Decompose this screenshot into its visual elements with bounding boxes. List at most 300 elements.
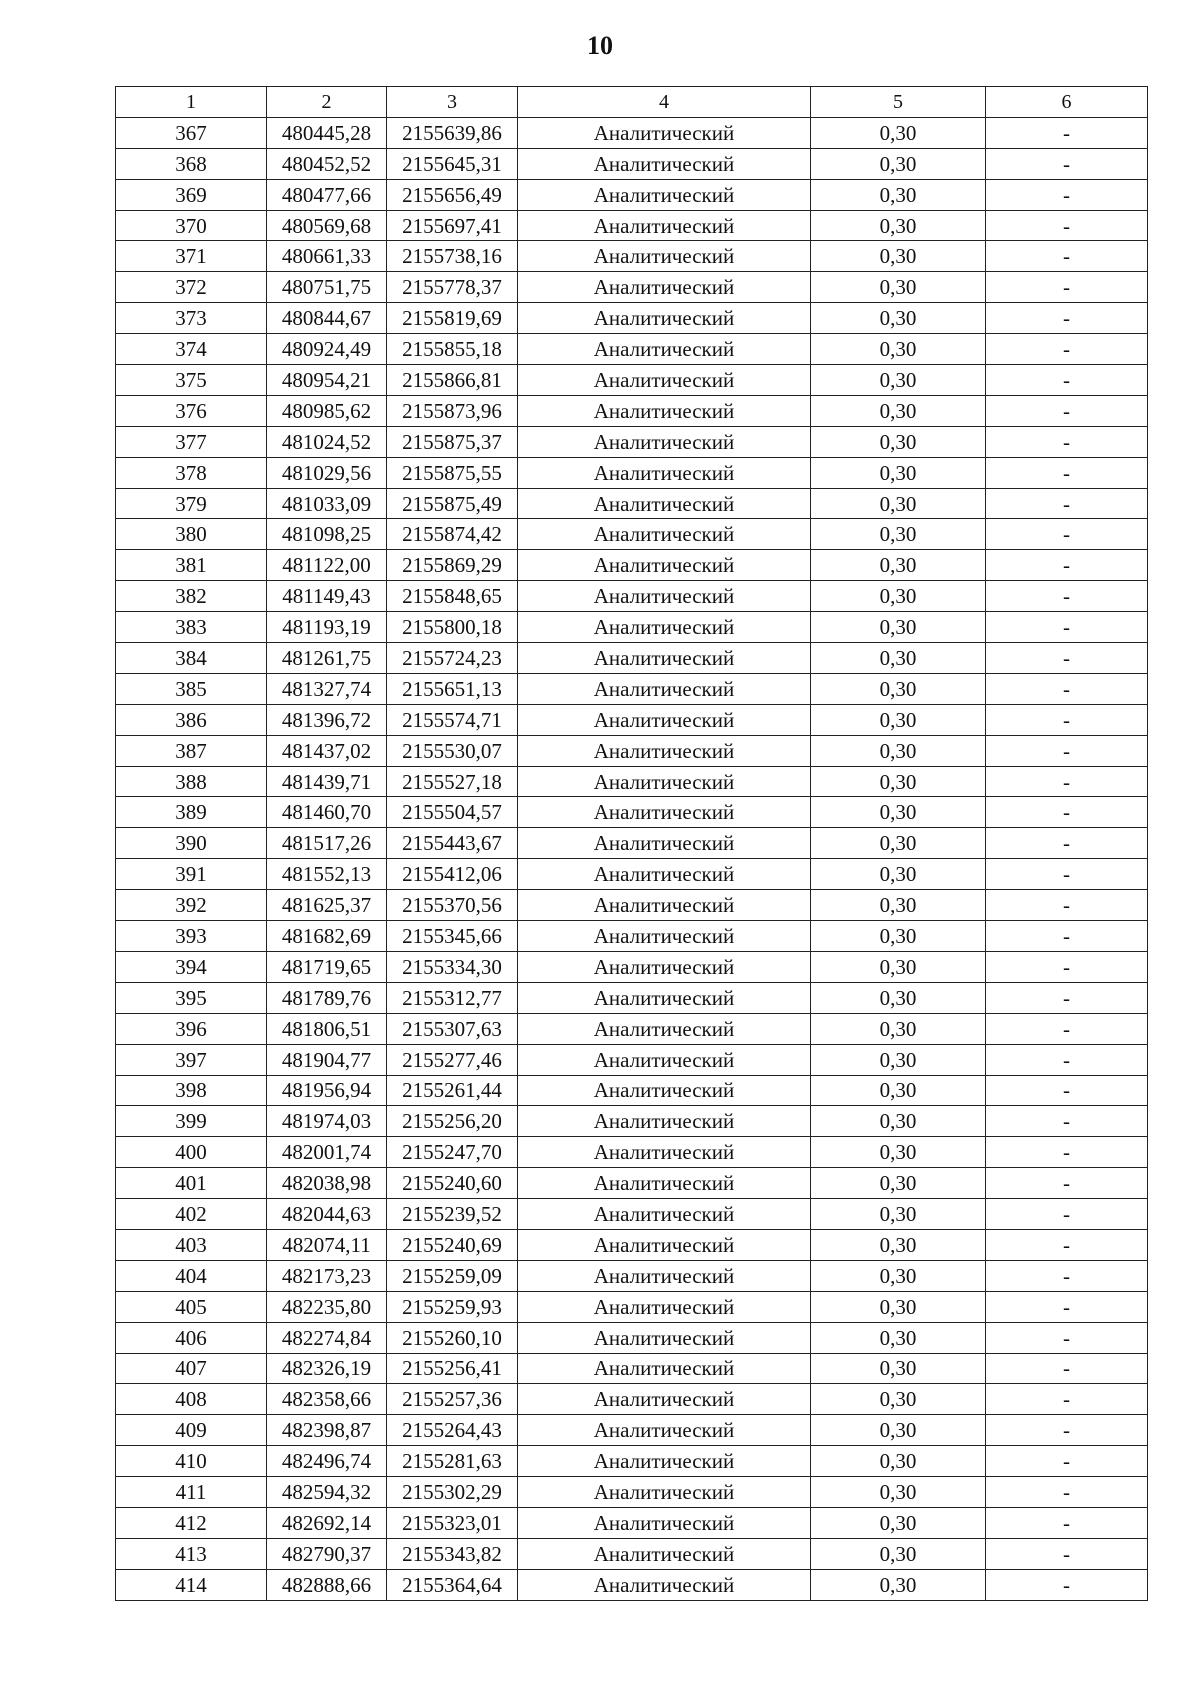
cell-note: - — [986, 1446, 1148, 1477]
cell-coordinate-y: 2155855,18 — [387, 334, 518, 365]
cell-accuracy: 0,30 — [811, 210, 986, 241]
table-row — [116, 1384, 1148, 1415]
cell-accuracy: 0,30 — [811, 951, 986, 982]
table-row — [116, 859, 1148, 890]
cell-coordinate-y: 2155697,41 — [387, 210, 518, 241]
cell-method: Аналитический — [518, 951, 811, 982]
cell-method: Аналитический — [518, 457, 811, 488]
cell-point-number: 380 — [116, 519, 267, 550]
cell-point-number: 411 — [116, 1477, 267, 1508]
cell-coordinate-y: 2155240,60 — [387, 1168, 518, 1199]
table-row — [116, 426, 1148, 457]
header-row — [116, 87, 1148, 118]
table-row — [116, 334, 1148, 365]
cell-coordinate-x: 482074,11 — [267, 1229, 387, 1260]
cell-note: - — [986, 797, 1148, 828]
cell-note: - — [986, 1353, 1148, 1384]
cell-coordinate-y: 2155574,71 — [387, 704, 518, 735]
cell-coordinate-y: 2155778,37 — [387, 272, 518, 303]
cell-method: Аналитический — [518, 148, 811, 179]
cell-coordinate-y: 2155240,69 — [387, 1229, 518, 1260]
cell-accuracy: 0,30 — [811, 1106, 986, 1137]
cell-accuracy: 0,30 — [811, 921, 986, 952]
cell-note: - — [986, 1569, 1148, 1600]
table-row — [116, 1075, 1148, 1106]
cell-coordinate-y: 2155738,16 — [387, 241, 518, 272]
cell-accuracy: 0,30 — [811, 859, 986, 890]
cell-coordinate-x: 482594,32 — [267, 1477, 387, 1508]
cell-point-number: 399 — [116, 1106, 267, 1137]
table-row — [116, 643, 1148, 674]
table-row — [116, 951, 1148, 982]
cell-method: Аналитический — [518, 303, 811, 334]
table-row — [116, 673, 1148, 704]
cell-coordinate-x: 482790,37 — [267, 1538, 387, 1569]
cell-point-number: 373 — [116, 303, 267, 334]
cell-coordinate-x: 481517,26 — [267, 828, 387, 859]
cell-method: Аналитический — [518, 982, 811, 1013]
cell-note: - — [986, 1415, 1148, 1446]
cell-note: - — [986, 1291, 1148, 1322]
cell-point-number: 376 — [116, 395, 267, 426]
table-row — [116, 395, 1148, 426]
cell-coordinate-x: 482274,84 — [267, 1322, 387, 1353]
page-number: 10 — [587, 31, 613, 60]
cell-note: - — [986, 1013, 1148, 1044]
cell-point-number: 382 — [116, 581, 267, 612]
cell-point-number: 394 — [116, 951, 267, 982]
table-row — [116, 1106, 1148, 1137]
coordinates-table — [115, 86, 1148, 1601]
column-header-6: 6 — [986, 87, 1148, 118]
cell-coordinate-x: 481956,94 — [267, 1075, 387, 1106]
cell-coordinate-y: 2155307,63 — [387, 1013, 518, 1044]
cell-point-number: 402 — [116, 1199, 267, 1230]
cell-note: - — [986, 550, 1148, 581]
cell-coordinate-x: 481974,03 — [267, 1106, 387, 1137]
cell-point-number: 392 — [116, 890, 267, 921]
cell-method: Аналитический — [518, 643, 811, 674]
cell-accuracy: 0,30 — [811, 426, 986, 457]
cell-accuracy: 0,30 — [811, 612, 986, 643]
cell-accuracy: 0,30 — [811, 766, 986, 797]
table-body — [116, 117, 1148, 1600]
cell-coordinate-x: 481024,52 — [267, 426, 387, 457]
cell-method: Аналитический — [518, 1353, 811, 1384]
cell-coordinate-y: 2155724,23 — [387, 643, 518, 674]
cell-point-number: 395 — [116, 982, 267, 1013]
cell-point-number: 400 — [116, 1137, 267, 1168]
cell-coordinate-x: 480445,28 — [267, 117, 387, 148]
cell-note: - — [986, 334, 1148, 365]
cell-method: Аналитический — [518, 1477, 811, 1508]
cell-coordinate-y: 2155364,64 — [387, 1569, 518, 1600]
cell-accuracy: 0,30 — [811, 334, 986, 365]
cell-coordinate-x: 481460,70 — [267, 797, 387, 828]
cell-accuracy: 0,30 — [811, 488, 986, 519]
table-row — [116, 612, 1148, 643]
cell-accuracy: 0,30 — [811, 457, 986, 488]
cell-accuracy: 0,30 — [811, 1199, 986, 1230]
cell-accuracy: 0,30 — [811, 704, 986, 735]
cell-coordinate-x: 481327,74 — [267, 673, 387, 704]
cell-note: - — [986, 766, 1148, 797]
cell-coordinate-y: 2155527,18 — [387, 766, 518, 797]
cell-method: Аналитический — [518, 797, 811, 828]
cell-coordinate-y: 2155302,29 — [387, 1477, 518, 1508]
cell-point-number: 385 — [116, 673, 267, 704]
cell-coordinate-y: 2155651,13 — [387, 673, 518, 704]
cell-coordinate-x: 482044,63 — [267, 1199, 387, 1230]
cell-note: - — [986, 1384, 1148, 1415]
table-row — [116, 1229, 1148, 1260]
cell-coordinate-x: 482173,23 — [267, 1260, 387, 1291]
cell-coordinate-y: 2155848,65 — [387, 581, 518, 612]
table-row — [116, 179, 1148, 210]
cell-note: - — [986, 148, 1148, 179]
cell-accuracy: 0,30 — [811, 581, 986, 612]
table-row — [116, 1538, 1148, 1569]
column-header-5: 5 — [811, 87, 986, 118]
cell-method: Аналитический — [518, 1569, 811, 1600]
cell-note: - — [986, 890, 1148, 921]
table-row — [116, 210, 1148, 241]
cell-coordinate-y: 2155260,10 — [387, 1322, 518, 1353]
cell-coordinate-y: 2155323,01 — [387, 1507, 518, 1538]
cell-coordinate-y: 2155239,52 — [387, 1199, 518, 1230]
cell-method: Аналитический — [518, 828, 811, 859]
cell-coordinate-y: 2155504,57 — [387, 797, 518, 828]
cell-note: - — [986, 1106, 1148, 1137]
cell-method: Аналитический — [518, 1538, 811, 1569]
cell-coordinate-x: 480985,62 — [267, 395, 387, 426]
cell-accuracy: 0,30 — [811, 1384, 986, 1415]
cell-method: Аналитический — [518, 766, 811, 797]
cell-note: - — [986, 1538, 1148, 1569]
cell-point-number: 405 — [116, 1291, 267, 1322]
cell-coordinate-x: 481789,76 — [267, 982, 387, 1013]
cell-coordinate-x: 480477,66 — [267, 179, 387, 210]
table-row — [116, 272, 1148, 303]
cell-coordinate-y: 2155645,31 — [387, 148, 518, 179]
cell-point-number: 370 — [116, 210, 267, 241]
cell-coordinate-y: 2155866,81 — [387, 365, 518, 396]
cell-method: Аналитический — [518, 334, 811, 365]
table-row — [116, 828, 1148, 859]
cell-coordinate-x: 482888,66 — [267, 1569, 387, 1600]
cell-point-number: 413 — [116, 1538, 267, 1569]
cell-point-number: 409 — [116, 1415, 267, 1446]
cell-method: Аналитический — [518, 612, 811, 643]
cell-point-number: 368 — [116, 148, 267, 179]
cell-accuracy: 0,30 — [811, 1044, 986, 1075]
cell-accuracy: 0,30 — [811, 735, 986, 766]
cell-coordinate-y: 2155656,49 — [387, 179, 518, 210]
table-row — [116, 704, 1148, 735]
cell-point-number: 377 — [116, 426, 267, 457]
cell-accuracy: 0,30 — [811, 828, 986, 859]
cell-accuracy: 0,30 — [811, 797, 986, 828]
cell-point-number: 388 — [116, 766, 267, 797]
cell-accuracy: 0,30 — [811, 241, 986, 272]
cell-coordinate-x: 480844,67 — [267, 303, 387, 334]
cell-note: - — [986, 426, 1148, 457]
cell-note: - — [986, 1477, 1148, 1508]
cell-coordinate-x: 481098,25 — [267, 519, 387, 550]
cell-note: - — [986, 179, 1148, 210]
table-row — [116, 890, 1148, 921]
cell-note: - — [986, 1199, 1148, 1230]
cell-note: - — [986, 210, 1148, 241]
cell-note: - — [986, 117, 1148, 148]
cell-point-number: 378 — [116, 457, 267, 488]
cell-accuracy: 0,30 — [811, 303, 986, 334]
table-row — [116, 519, 1148, 550]
cell-coordinate-y: 2155259,93 — [387, 1291, 518, 1322]
table-row — [116, 797, 1148, 828]
cell-note: - — [986, 519, 1148, 550]
cell-point-number: 408 — [116, 1384, 267, 1415]
cell-coordinate-y: 2155256,20 — [387, 1106, 518, 1137]
cell-point-number: 414 — [116, 1569, 267, 1600]
cell-accuracy: 0,30 — [811, 1538, 986, 1569]
cell-accuracy: 0,30 — [811, 117, 986, 148]
cell-note: - — [986, 1229, 1148, 1260]
table-row — [116, 581, 1148, 612]
cell-accuracy: 0,30 — [811, 395, 986, 426]
cell-accuracy: 0,30 — [811, 1569, 986, 1600]
cell-coordinate-x: 482001,74 — [267, 1137, 387, 1168]
cell-method: Аналитический — [518, 1260, 811, 1291]
cell-coordinate-y: 2155875,37 — [387, 426, 518, 457]
cell-point-number: 406 — [116, 1322, 267, 1353]
cell-coordinate-x: 482358,66 — [267, 1384, 387, 1415]
cell-note: - — [986, 241, 1148, 272]
table-row — [116, 550, 1148, 581]
table-row — [116, 117, 1148, 148]
cell-coordinate-y: 2155875,49 — [387, 488, 518, 519]
cell-note: - — [986, 1044, 1148, 1075]
cell-coordinate-x: 481193,19 — [267, 612, 387, 643]
cell-method: Аналитический — [518, 890, 811, 921]
cell-point-number: 412 — [116, 1507, 267, 1538]
cell-note: - — [986, 457, 1148, 488]
cell-accuracy: 0,30 — [811, 1137, 986, 1168]
cell-method: Аналитический — [518, 1044, 811, 1075]
cell-note: - — [986, 643, 1148, 674]
cell-note: - — [986, 581, 1148, 612]
cell-point-number: 398 — [116, 1075, 267, 1106]
cell-point-number: 396 — [116, 1013, 267, 1044]
table-row — [116, 241, 1148, 272]
cell-method: Аналитический — [518, 179, 811, 210]
cell-coordinate-y: 2155281,63 — [387, 1446, 518, 1477]
cell-method: Аналитический — [518, 272, 811, 303]
cell-point-number: 384 — [116, 643, 267, 674]
cell-point-number: 397 — [116, 1044, 267, 1075]
cell-note: - — [986, 1137, 1148, 1168]
cell-method: Аналитический — [518, 488, 811, 519]
cell-method: Аналитический — [518, 1199, 811, 1230]
cell-accuracy: 0,30 — [811, 1291, 986, 1322]
cell-point-number: 390 — [116, 828, 267, 859]
cell-accuracy: 0,30 — [811, 550, 986, 581]
cell-coordinate-y: 2155443,67 — [387, 828, 518, 859]
table-row — [116, 1415, 1148, 1446]
cell-point-number: 374 — [116, 334, 267, 365]
cell-method: Аналитический — [518, 581, 811, 612]
cell-accuracy: 0,30 — [811, 1477, 986, 1508]
cell-coordinate-x: 482398,87 — [267, 1415, 387, 1446]
cell-method: Аналитический — [518, 1322, 811, 1353]
cell-point-number: 381 — [116, 550, 267, 581]
cell-point-number: 404 — [116, 1260, 267, 1291]
cell-accuracy: 0,30 — [811, 1229, 986, 1260]
cell-method: Аналитический — [518, 735, 811, 766]
cell-note: - — [986, 673, 1148, 704]
cell-note: - — [986, 735, 1148, 766]
table-row — [116, 1137, 1148, 1168]
table-header — [116, 87, 1148, 118]
table-row — [116, 1569, 1148, 1600]
cell-note: - — [986, 303, 1148, 334]
cell-point-number: 386 — [116, 704, 267, 735]
cell-note: - — [986, 1260, 1148, 1291]
cell-accuracy: 0,30 — [811, 1415, 986, 1446]
cell-accuracy: 0,30 — [811, 519, 986, 550]
table-row — [116, 1507, 1148, 1538]
cell-coordinate-x: 481122,00 — [267, 550, 387, 581]
cell-accuracy: 0,30 — [811, 890, 986, 921]
cell-note: - — [986, 612, 1148, 643]
cell-point-number: 389 — [116, 797, 267, 828]
cell-method: Аналитический — [518, 1446, 811, 1477]
cell-method: Аналитический — [518, 1013, 811, 1044]
cell-point-number: 403 — [116, 1229, 267, 1260]
cell-note: - — [986, 982, 1148, 1013]
table-row — [116, 488, 1148, 519]
cell-method: Аналитический — [518, 1415, 811, 1446]
cell-point-number: 401 — [116, 1168, 267, 1199]
cell-point-number: 407 — [116, 1353, 267, 1384]
cell-note: - — [986, 921, 1148, 952]
cell-coordinate-x: 481033,09 — [267, 488, 387, 519]
cell-coordinate-x: 481261,75 — [267, 643, 387, 674]
cell-coordinate-y: 2155869,29 — [387, 550, 518, 581]
cell-method: Аналитический — [518, 426, 811, 457]
column-header-4: 4 — [518, 87, 811, 118]
cell-note: - — [986, 272, 1148, 303]
cell-method: Аналитический — [518, 921, 811, 952]
cell-coordinate-y: 2155261,44 — [387, 1075, 518, 1106]
cell-coordinate-y: 2155277,46 — [387, 1044, 518, 1075]
cell-method: Аналитический — [518, 1137, 811, 1168]
table-row — [116, 365, 1148, 396]
cell-coordinate-x: 480954,21 — [267, 365, 387, 396]
cell-coordinate-y: 2155345,66 — [387, 921, 518, 952]
cell-coordinate-y: 2155256,41 — [387, 1353, 518, 1384]
cell-note: - — [986, 704, 1148, 735]
table-row — [116, 1477, 1148, 1508]
cell-coordinate-y: 2155259,09 — [387, 1260, 518, 1291]
cell-accuracy: 0,30 — [811, 982, 986, 1013]
cell-accuracy: 0,30 — [811, 1353, 986, 1384]
table-row — [116, 1291, 1148, 1322]
cell-coordinate-x: 482235,80 — [267, 1291, 387, 1322]
cell-note: - — [986, 365, 1148, 396]
cell-point-number: 391 — [116, 859, 267, 890]
cell-point-number: 387 — [116, 735, 267, 766]
cell-coordinate-x: 480924,49 — [267, 334, 387, 365]
cell-method: Аналитический — [518, 1507, 811, 1538]
column-header-2: 2 — [267, 87, 387, 118]
cell-point-number: 410 — [116, 1446, 267, 1477]
cell-accuracy: 0,30 — [811, 179, 986, 210]
cell-method: Аналитический — [518, 117, 811, 148]
cell-note: - — [986, 951, 1148, 982]
cell-coordinate-x: 481682,69 — [267, 921, 387, 952]
cell-coordinate-y: 2155873,96 — [387, 395, 518, 426]
cell-accuracy: 0,30 — [811, 272, 986, 303]
cell-method: Аналитический — [518, 365, 811, 396]
cell-coordinate-y: 2155247,70 — [387, 1137, 518, 1168]
table-row — [116, 1322, 1148, 1353]
cell-coordinate-y: 2155875,55 — [387, 457, 518, 488]
table-row — [116, 921, 1148, 952]
cell-accuracy: 0,30 — [811, 1075, 986, 1106]
cell-coordinate-x: 481719,65 — [267, 951, 387, 982]
cell-method: Аналитический — [518, 704, 811, 735]
cell-point-number: 375 — [116, 365, 267, 396]
table-row — [116, 1044, 1148, 1075]
table-row — [116, 303, 1148, 334]
table-row — [116, 1353, 1148, 1384]
cell-coordinate-x: 482326,19 — [267, 1353, 387, 1384]
cell-coordinate-y: 2155530,07 — [387, 735, 518, 766]
cell-coordinate-y: 2155370,56 — [387, 890, 518, 921]
cell-coordinate-y: 2155264,43 — [387, 1415, 518, 1446]
column-header-1: 1 — [116, 87, 267, 118]
cell-accuracy: 0,30 — [811, 673, 986, 704]
table-row — [116, 1168, 1148, 1199]
cell-coordinate-x: 482692,14 — [267, 1507, 387, 1538]
cell-method: Аналитический — [518, 519, 811, 550]
cell-point-number: 372 — [116, 272, 267, 303]
cell-coordinate-x: 480452,52 — [267, 148, 387, 179]
cell-coordinate-x: 481439,71 — [267, 766, 387, 797]
cell-coordinate-y: 2155412,06 — [387, 859, 518, 890]
table-row — [116, 148, 1148, 179]
cell-accuracy: 0,30 — [811, 1168, 986, 1199]
cell-coordinate-y: 2155257,36 — [387, 1384, 518, 1415]
cell-note: - — [986, 859, 1148, 890]
cell-accuracy: 0,30 — [811, 1507, 986, 1538]
cell-method: Аналитический — [518, 1168, 811, 1199]
cell-point-number: 371 — [116, 241, 267, 272]
cell-note: - — [986, 488, 1148, 519]
cell-coordinate-x: 481806,51 — [267, 1013, 387, 1044]
table-row — [116, 766, 1148, 797]
cell-accuracy: 0,30 — [811, 1013, 986, 1044]
cell-point-number: 379 — [116, 488, 267, 519]
cell-method: Аналитический — [518, 241, 811, 272]
cell-point-number: 383 — [116, 612, 267, 643]
cell-coordinate-y: 2155874,42 — [387, 519, 518, 550]
cell-method: Аналитический — [518, 1384, 811, 1415]
cell-method: Аналитический — [518, 1291, 811, 1322]
cell-coordinate-x: 480569,68 — [267, 210, 387, 241]
cell-note: - — [986, 1322, 1148, 1353]
